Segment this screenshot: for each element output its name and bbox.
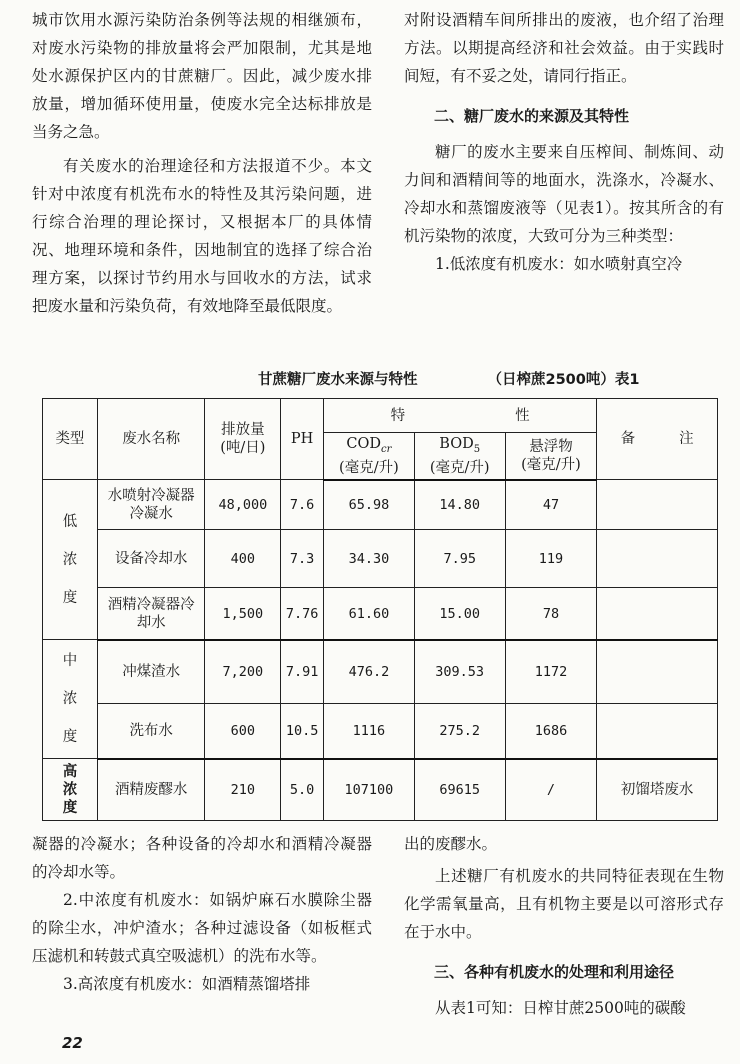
cell-ph: 5.0 bbox=[281, 759, 324, 821]
paragraph: 2.中浓度有机废水：如锅炉麻石水膜除尘器的除尘水，冲炉渣水；各种过滤设备（如板框式压滤机和转鼓式真空吸滤机）的洗布水等。 bbox=[32, 891, 372, 965]
type-low: 低 浓 度 bbox=[43, 480, 98, 640]
header-type: 类型 bbox=[43, 399, 98, 480]
section-heading: 二、糖厂废水的来源及其特性 bbox=[434, 107, 630, 125]
paragraph: 出的废醪水。 bbox=[404, 835, 498, 853]
header-note: 备 注 bbox=[597, 399, 718, 480]
table-label: （日榨蔗2500吨）表1 bbox=[487, 372, 640, 388]
cell-amount: 1,500 bbox=[205, 588, 281, 640]
paragraph: 从表1可知：日榨甘蔗2500吨的碳酸 bbox=[435, 999, 686, 1017]
cell-ss: 119 bbox=[505, 530, 597, 588]
cell-name: 冲煤渣水 bbox=[97, 640, 205, 704]
cell-cod: 61.60 bbox=[324, 588, 415, 640]
table-row bbox=[43, 704, 718, 759]
cell-ss: 78 bbox=[505, 588, 597, 640]
cell-note bbox=[597, 640, 718, 704]
cell-bod: 15.00 bbox=[414, 588, 505, 640]
page-number: 22 bbox=[62, 1034, 83, 1052]
cell-name: 设备冷却水 bbox=[97, 530, 205, 588]
cell-ss: 1686 bbox=[505, 704, 597, 759]
paragraph: 3.高浓度有机废水：如酒精蒸馏塔排 bbox=[63, 975, 311, 993]
header-amount: 排放量 (吨/日) bbox=[205, 399, 281, 480]
header-bod: $BOD_5$ (毫克/升) bbox=[414, 433, 505, 480]
cell-name: 酒精废醪水 bbox=[97, 759, 205, 821]
table-row bbox=[43, 759, 718, 821]
cell-note bbox=[597, 480, 718, 530]
table-row bbox=[43, 588, 718, 640]
cell-ph: 10.5 bbox=[281, 704, 324, 759]
table-title: 甘蔗糖厂废水来源与特性 bbox=[258, 372, 418, 388]
cell-ss: 1172 bbox=[505, 640, 597, 704]
paragraph: 有关废水的治理途径和方法报道不少。本文针对中浓度有机洗布水的特性及其污染问题，进行综合治理的理论探讨，又根据本厂的具体情况、地理环境和条件，因地制宜的选择了综合治理方案，以探讨节约用水与回收水的方法，试求把废水量和污染负荷，有效地降至最低限度。 bbox=[32, 157, 372, 315]
cell-ph: 7.3 bbox=[281, 530, 324, 588]
section-heading: 三、各种有机废水的处理和利用途径 bbox=[434, 963, 675, 981]
cell-bod: 275.2 bbox=[414, 704, 505, 759]
type-high: 高 浓 度 bbox=[43, 759, 98, 821]
cell-note bbox=[597, 704, 718, 759]
cell-name: 水喷射冷凝器冷凝水 bbox=[97, 480, 205, 530]
text-column-bottom-left bbox=[32, 830, 372, 998]
header-characteristics: 特 性 bbox=[324, 399, 597, 433]
cell-cod: 107100 bbox=[324, 759, 415, 821]
cell-bod: 69615 bbox=[414, 759, 505, 821]
type-mid: 中 浓 度 bbox=[43, 640, 98, 759]
cell-name: 洗布水 bbox=[97, 704, 205, 759]
cell-ph: 7.76 bbox=[281, 588, 324, 640]
cell-amount: 7,200 bbox=[205, 640, 281, 704]
cell-cod: 476.2 bbox=[324, 640, 415, 704]
cell-name: 酒精冷凝器冷却水 bbox=[97, 588, 205, 640]
wastewater-table bbox=[42, 398, 718, 821]
cell-note bbox=[597, 530, 718, 588]
cell-ss: / bbox=[505, 759, 597, 821]
text-column-top-right bbox=[404, 6, 724, 278]
cell-bod: 7.95 bbox=[414, 530, 505, 588]
text-column-bottom-right bbox=[404, 830, 724, 1022]
cell-cod: 1116 bbox=[324, 704, 415, 759]
text-column-top-left bbox=[32, 6, 372, 320]
cell-bod: 14.80 bbox=[414, 480, 505, 530]
header-suspended-solids: 悬浮物 (毫克/升) bbox=[505, 433, 597, 480]
cell-note bbox=[597, 588, 718, 640]
header-cod: $COD_{cr}$ (毫克/升) bbox=[324, 433, 415, 480]
paragraph: 糖厂的废水主要来自压榨间、制炼间、动力间和酒精间等的地面水，洗涤水，冷凝水、冷却水和蒸馏废液等（见表1）。按其所含的有机污染物的浓度，大致可分为三种类型： bbox=[404, 143, 724, 245]
cell-ph: 7.6 bbox=[281, 480, 324, 530]
paragraph: 凝器的冷凝水；各种设备的冷却水和酒精冷凝器的冷却水等。 bbox=[32, 835, 372, 881]
paragraph: 城市饮用水源污染防治条例等法规的相继颁布，对废水污染物的排放量将会严加限制，尤其是地处水源保护区内的甘蔗糖厂。因此，减少废水排放量，增加循环使用量，使废水完全达标排放是当务之急。 bbox=[32, 11, 372, 141]
cell-amount: 600 bbox=[205, 704, 281, 759]
header-name: 废水名称 bbox=[97, 399, 205, 480]
cell-amount: 210 bbox=[205, 759, 281, 821]
cell-ph: 7.91 bbox=[281, 640, 324, 704]
cell-bod: 309.53 bbox=[414, 640, 505, 704]
cell-cod: 34.30 bbox=[324, 530, 415, 588]
cell-cod: 65.98 bbox=[324, 480, 415, 530]
paragraph: 1.低浓度有机废水：如水喷射真空冷 bbox=[435, 255, 683, 273]
cell-amount: 48,000 bbox=[205, 480, 281, 530]
cell-note: 初馏塔废水 bbox=[597, 759, 718, 821]
table-row bbox=[43, 530, 718, 588]
header-ph: PH bbox=[281, 399, 324, 480]
paragraph: 对附设酒精车间所排出的废液，也介绍了治理方法。以期提高经济和社会效益。由于实践时间短，有不妥之处，请同行指正。 bbox=[404, 11, 724, 85]
paragraph: 上述糖厂有机废水的共同特征表现在生物化学需氧量高，且有机物主要是以可溶形式存在于水中。 bbox=[404, 867, 724, 941]
table-row bbox=[43, 480, 718, 530]
table-row bbox=[43, 640, 718, 704]
table-caption bbox=[258, 368, 639, 389]
cell-amount: 400 bbox=[205, 530, 281, 588]
cell-ss: 47 bbox=[505, 480, 597, 530]
